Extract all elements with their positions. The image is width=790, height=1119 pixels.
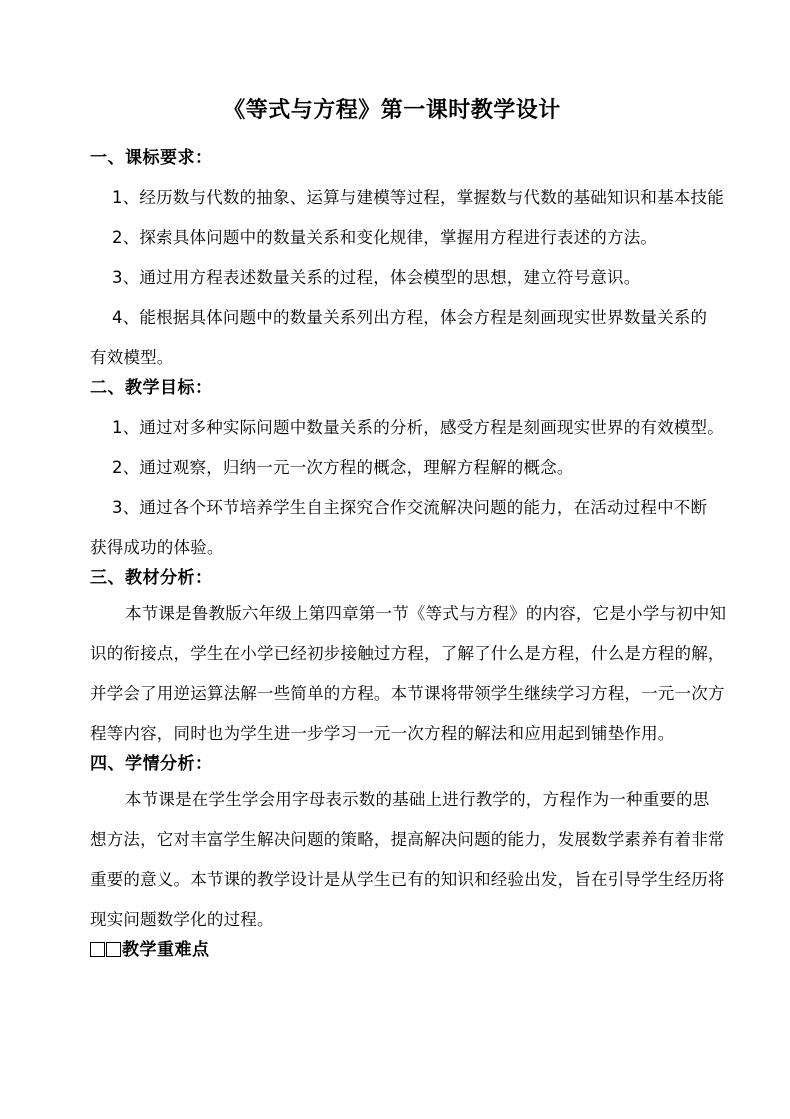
section-heading-student-analysis: 四、学情分析： xyxy=(90,754,213,774)
paragraph-line: 并学会了用逆运算法解一些简单的方程。本节课将带领学生继续学习方程，一元一次方 xyxy=(90,684,725,703)
spacer xyxy=(90,398,694,408)
section-heading-teaching-objectives: 二、教学目标： xyxy=(90,378,213,398)
paragraph-line: 本节课是在学生学会用字母表示数的基础上进行教学的，方程作为一种重要的思 xyxy=(125,790,710,809)
paragraph-line: 程等内容，同时也为学生进一步学习一元一次方程的解法和应用起到铺垫作用。 xyxy=(90,724,675,743)
list-item-continuation: 有效模型。 xyxy=(90,348,174,367)
paragraph-line: 重要的意义。本节课的教学设计是从学生已有的知识和经验出发，旨在引导学生经历将 xyxy=(90,870,725,889)
section-heading-key-difficult-points xyxy=(90,940,694,960)
paragraph-line: 本节课是鲁教版六年级上第四章第一节《等式与方程》的内容，它是小学与初中知 xyxy=(125,604,727,623)
section-heading-curriculum-requirements: 一、课标要求： xyxy=(90,148,213,168)
missing-glyph-box-icon xyxy=(106,942,121,957)
list-item: 4、能根据具体问题中的数量关系列出方程，体会方程是刻画现实世界数量关系的 xyxy=(112,308,708,327)
paragraph-line: 现实问题数学化的过程。 xyxy=(90,910,274,929)
title-spacer xyxy=(90,126,694,148)
list-item: 1、通过对多种实际问题中数量关系的分析，感受方程是刻画现实世界的有效模型。 xyxy=(112,418,724,437)
list-item-continuation: 获得成功的体验。 xyxy=(90,538,224,557)
document-body xyxy=(90,0,727,960)
section-heading-label: 教学重难点 xyxy=(122,940,210,960)
list-item: 1、经历数与代数的抽象、运算与建模等过程，掌握数与代数的基础知识和基本技能 xyxy=(112,188,724,207)
missing-glyph-box-icon xyxy=(90,942,105,957)
spacer xyxy=(90,168,694,178)
list-item: 2、通过观察，归纳一元一次方程的概念，理解方程解的概念。 xyxy=(112,458,574,477)
page-title: 《等式与方程》第一课时教学设计 xyxy=(223,98,561,123)
paragraph-line: 想方法，它对丰富学生解决问题的策略，提高解决问题的能力，发展数学素养有着非常 xyxy=(90,830,725,849)
section-heading-material-analysis: 三、教材分析： xyxy=(90,568,213,588)
list-item: 3、通过各个环节培养学生自主探究合作交流解决问题的能力，在活动过程中不断 xyxy=(112,498,708,517)
paragraph-line: 识的衔接点，学生在小学已经初步接触过方程，了解了什么是方程，什么是方程的解， xyxy=(90,644,725,663)
list-item: 3、通过用方程表述数量关系的过程，体会模型的思想，建立符号意识。 xyxy=(112,268,641,287)
list-item: 2、探索具体问题中的数量关系和变化规律，掌握用方程进行表述的方法。 xyxy=(112,228,658,247)
